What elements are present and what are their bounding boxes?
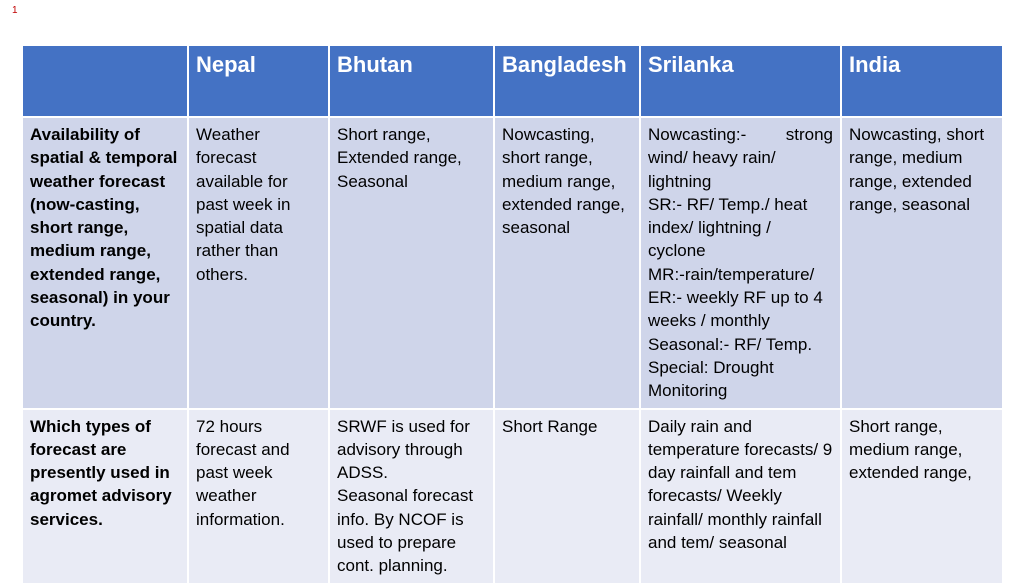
cell-bhutan: SRWF is used for advisory through ADSS. Seasonal forecast info. By NCOF is used to prepare cont. planning. [329,409,494,584]
header-srilanka: Srilanka [640,45,841,117]
cell-srilanka-first-right: strong [785,125,833,144]
cell-srilanka: Daily rain and temperature forecasts/ 9 day rainfall and tem forecasts/ Weekly rainfall/ monthly rainfall and tem/ seasonal [640,409,841,584]
cell-nepal: 72 hours forecast and past week weather information. [188,409,329,584]
header-bangladesh: Bangladesh [494,45,640,117]
row-question: Which types of forecast are presently used in agromet advisory services. [22,409,188,584]
cell-india: Short range, medium range, extended range, [841,409,1003,584]
header-nepal: Nepal [188,45,329,117]
forecast-comparison-table [21,44,1004,585]
cell-srilanka-rest: wind/ heavy rain/ lightning SR:- RF/ Temp./ heat index/ lightning / cyclone MR:-rain/temperature/ ER:- weekly RF up to 4 weeks / monthly Seasonal:- RF/ Temp. Special: Drought Monitoring [648,148,823,401]
cell-bangladesh: Short Range [494,409,640,584]
cell-bangladesh: Nowcasting, short range, medium range, extended range, seasonal [494,117,640,409]
header-cell-empty [22,45,188,117]
table-row [22,409,1003,584]
cell-srilanka-first-left: Nowcasting:- [648,125,747,144]
cell-srilanka [640,117,841,409]
header-india: India [841,45,1003,117]
header-bhutan: Bhutan [329,45,494,117]
cell-india: Nowcasting, short range, medium range, extended range, seasonal [841,117,1003,409]
cell-nepal: Weather forecast available for past week in spatial data rather than others. [188,117,329,409]
cell-bhutan: Short range, Extended range, Seasonal [329,117,494,409]
cell-srilanka-first-line [648,123,833,146]
table-header-row [22,45,1003,117]
slide-number: 1 [12,5,18,16]
table-row [22,117,1003,409]
row-question: Availability of spatial & temporal weather forecast (now-casting, short range, medium range, extended range, seasonal) in your country. [22,117,188,409]
